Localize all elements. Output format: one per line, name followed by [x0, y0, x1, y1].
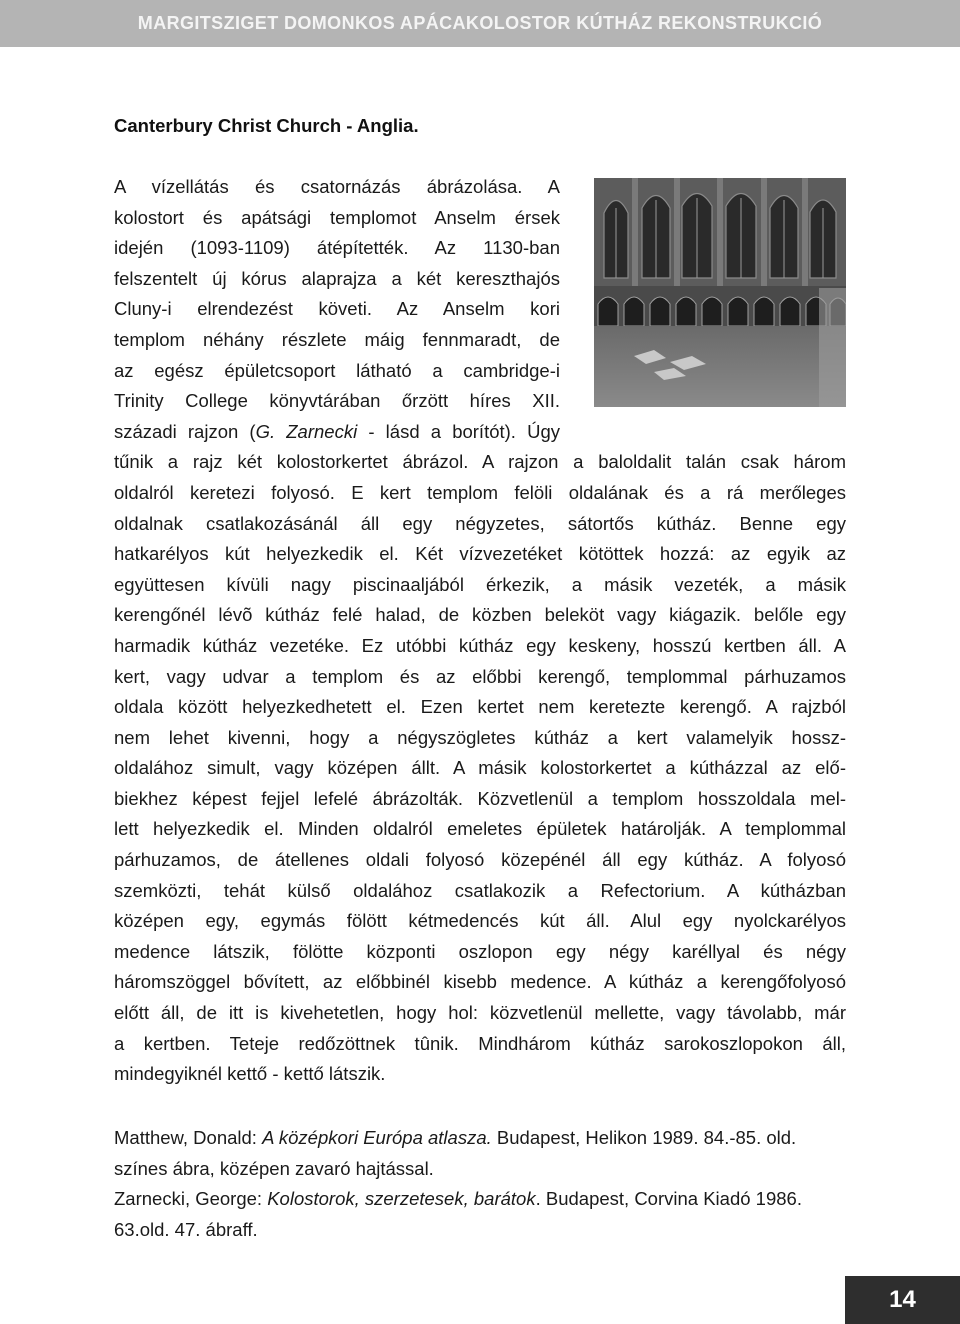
- text-line: biekhez képest fejjel lefelé ábrázolták. Közvetlenül a templom hosszoldala mel-: [114, 787, 846, 809]
- header-bar: [0, 0, 960, 47]
- text-line: harmadik kútház vezetéke. Ez utóbbi kútház egy keskeny, hosszú kertben áll. A: [114, 634, 846, 656]
- text-line: háromszöggel bővített, az előbbinél kisebb medence. A kútház a kerengőfolyosó: [114, 971, 846, 993]
- ref-author: Matthew, Donald:: [114, 1127, 263, 1148]
- text-line: templom néhány részlete máig fennmaradt, de: [114, 328, 560, 350]
- text-line: középen egy, egymás fölött kétmedencés kút áll. Alul egy nyolckarélyos: [114, 910, 846, 932]
- body-text: [114, 172, 846, 1090]
- ref-title: A középkori Európa atlasza.: [262, 1127, 492, 1148]
- text-line: [114, 417, 560, 448]
- text-line: mindegyiknél kettő - kettő látszik.: [114, 1063, 386, 1085]
- text-line: felszentelt új kórus alaprajza a két kereszthajós: [114, 267, 560, 289]
- page-number: 14: [889, 1286, 916, 1313]
- text-line: párhuzamos, de átellenes oldali folyosó közepénél áll egy kútház. A folyosó: [114, 849, 846, 871]
- reference-1: [114, 1123, 846, 1184]
- text-line: Trinity College könyvtárában őrzött híres XII.: [114, 390, 560, 412]
- text-line: nem lehet kivenni, hogy a négyszögletes kútház a kert valamelyik hossz-: [114, 726, 846, 748]
- text-line: Cluny-i elrendezést követi. Az Anselm kori: [114, 298, 560, 320]
- text-line: oldalához simult, vagy középen állt. A másik kolostorkertet a kútházzal az elő-: [114, 757, 846, 779]
- author-name-italic: G. Zarnecki: [255, 420, 358, 442]
- page-number-box: [845, 1276, 960, 1324]
- text-fragment: századi rajzon (: [114, 420, 256, 442]
- text-line: hatkarélyos kút helyezkedik el. Két vízvezetéket kötöttek hozzá: az egyik az: [114, 543, 846, 565]
- text-line: oldalnak csatlakozásánál áll egy négyzetes, sátortős kútház. Benne egy: [114, 512, 846, 534]
- text-line: együttesen kívüli nagy piscinaaljából érkezik, a másik vezeték, a másik: [114, 573, 846, 595]
- text-line: kert, vagy udvar a templom és az előbbi kerengő, templommal párhuzamos: [114, 665, 846, 687]
- header-title: MARGITSZIGET DOMONKOS APÁCAKOLOSTOR KÚTHÁZ REKONSTRUKCIÓ: [137, 13, 823, 33]
- reference-2: [114, 1184, 846, 1245]
- text-line: előtt áll, de itt is kivehetetlen, hogy hol: közvetlenül mellette, vagy távolabb, már: [114, 1002, 846, 1024]
- text-line: idején (1093-1109) átépítették. Az 1130-ban: [114, 237, 560, 259]
- ref-author: Zarnecki, George:: [114, 1188, 268, 1210]
- text-line: kerengőnél lévõ kútház felé halad, de közben beleköt vagy kiágazik. belőle egy: [114, 604, 846, 626]
- ref-details: Budapest, Helikon 1989. 84.-85. old. színes ábra, középen zavaró hajtással.: [114, 1127, 797, 1179]
- text-line: medence látszik, fölötte központi oszlopon egy négy karéllyal és négy: [114, 940, 846, 962]
- text-line: tűnik a rajz két kolostorkertet ábrázol. A rajzon a baloldalit talán csak három: [114, 451, 846, 473]
- text-line: a kertben. Teteje redőzöttnek tûnik. Mindhárom kútház sarokoszlopokon áll,: [114, 1032, 846, 1054]
- text-line: oldala között helyezkedhetett el. Ezen kertet nem keretezte kerengő. A rajzból: [114, 696, 846, 718]
- ref-title: Kolostorok, szerzetesek, barátok: [267, 1188, 536, 1210]
- ref-details: . Budapest, Corvina Kiadó 1986. 63.old. 47. ábraff.: [114, 1188, 802, 1240]
- text-line: az egész épületcsoport látható a cambridge-i: [114, 359, 560, 381]
- text-line: A vízellátás és csatornázás ábrázolása. A: [114, 176, 560, 197]
- text-line: kolostort és apátsági templomot Anselm érsek: [114, 206, 560, 228]
- text-line: oldalról keretezi folyosó. E kert templom felöli oldalának és a rá merőleges: [114, 481, 846, 503]
- section-heading: Canterbury Christ Church - Anglia.: [114, 115, 419, 136]
- references: [114, 1123, 846, 1245]
- text-line: lett helyezkedik el. Minden oldalról emeletes épületek határolják. A templommal: [114, 818, 846, 840]
- text-line: szemközti, tehát külső oldalához csatlakozik a Refectorium. A kútházban: [114, 879, 846, 901]
- text-fragment: - lásd a borítót). Úgy: [357, 420, 560, 442]
